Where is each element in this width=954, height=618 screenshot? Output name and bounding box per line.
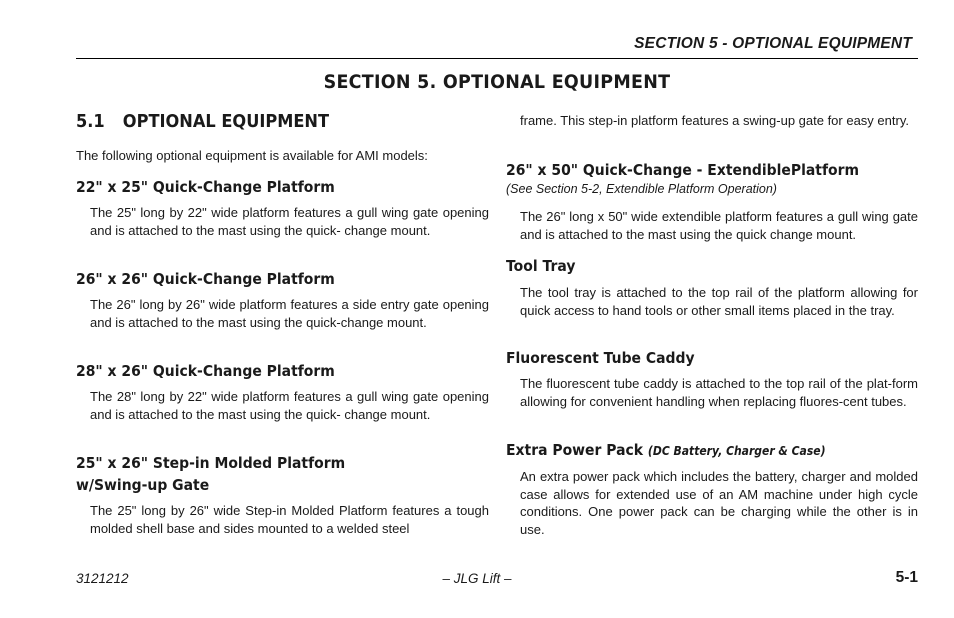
section-number: 5.1	[76, 111, 105, 132]
item-text: The 26" long by 26" wide platform features a side entry gate opening and is attached to the mast using the quick-change mount.	[90, 297, 489, 330]
header-rule	[76, 58, 918, 59]
section-title: OPTIONAL EQUIPMENT	[122, 111, 330, 132]
item-text: The 28" long by 22" wide platform features a gull wing gate opening and is attached to the mast using the quick- change mount.	[90, 389, 489, 422]
item-heading-line2: w/Swing-up Gate	[76, 476, 210, 494]
item-heading: 28" x 26" Quick-Change Platform	[76, 362, 335, 380]
item-text: The tool tray is attached to the top rail of the platform allowing for quick access to hand tools or other small items placed in the tray.	[520, 285, 918, 318]
item-heading	[506, 439, 826, 462]
page-header-title: SECTION 5 - OPTIONAL EQUIPMENT	[634, 35, 912, 52]
item-heading: Fluorescent Tube Caddy	[506, 349, 695, 367]
item-text: The 25" long by 22" wide platform features a gull wing gate opening and is attached to the mast using the quick- change mount.	[90, 205, 489, 238]
footer-brand: – JLG Lift –	[442, 571, 512, 586]
item-text: The fluorescent tube caddy is attached to the top rail of the plat-form allowing for convenient handling when replacing fluores-cent tubes.	[520, 376, 918, 409]
item-heading-sub: (DC Battery, Charger & Case)	[647, 444, 826, 458]
item-heading: Tool Tray	[506, 257, 576, 275]
item-heading: 26" x 50" Quick-Change - ExtendiblePlatform	[506, 161, 860, 179]
footer-doc-number: 3121212	[76, 571, 129, 586]
footer-page-number: 5-1	[895, 569, 918, 586]
item-heading-main: Extra Power Pack	[506, 441, 644, 459]
item-text: An extra power pack which includes the battery, charger and molded case allows for extended use of an AM machine under high cycle conditions. One power pack can be charging while the other is in use.	[520, 469, 918, 537]
page-title: SECTION 5. OPTIONAL EQUIPMENT	[323, 71, 671, 93]
section-heading	[76, 111, 329, 132]
item-text-continued: frame. This step-in platform features a swing-up gate for easy entry.	[520, 113, 909, 128]
item-heading: 22" x 25" Quick-Change Platform	[76, 178, 335, 196]
item-heading: 25" x 26" Step-in Molded Platform	[76, 454, 346, 472]
intro-text: The following optional equipment is available for AMI models:	[76, 148, 428, 163]
item-reference: (See Section 5-2, Extendible Platform Operation)	[506, 182, 777, 196]
item-text: The 25" long by 26" wide Step-in Molded Platform features a tough molded shell base and sides mounted to a welded steel	[90, 503, 489, 536]
item-heading: 26" x 26" Quick-Change Platform	[76, 270, 335, 288]
item-text: The 26" long x 50" wide extendible platform features a gull wing gate and is attached to the mast using the quick change mount.	[520, 209, 918, 242]
